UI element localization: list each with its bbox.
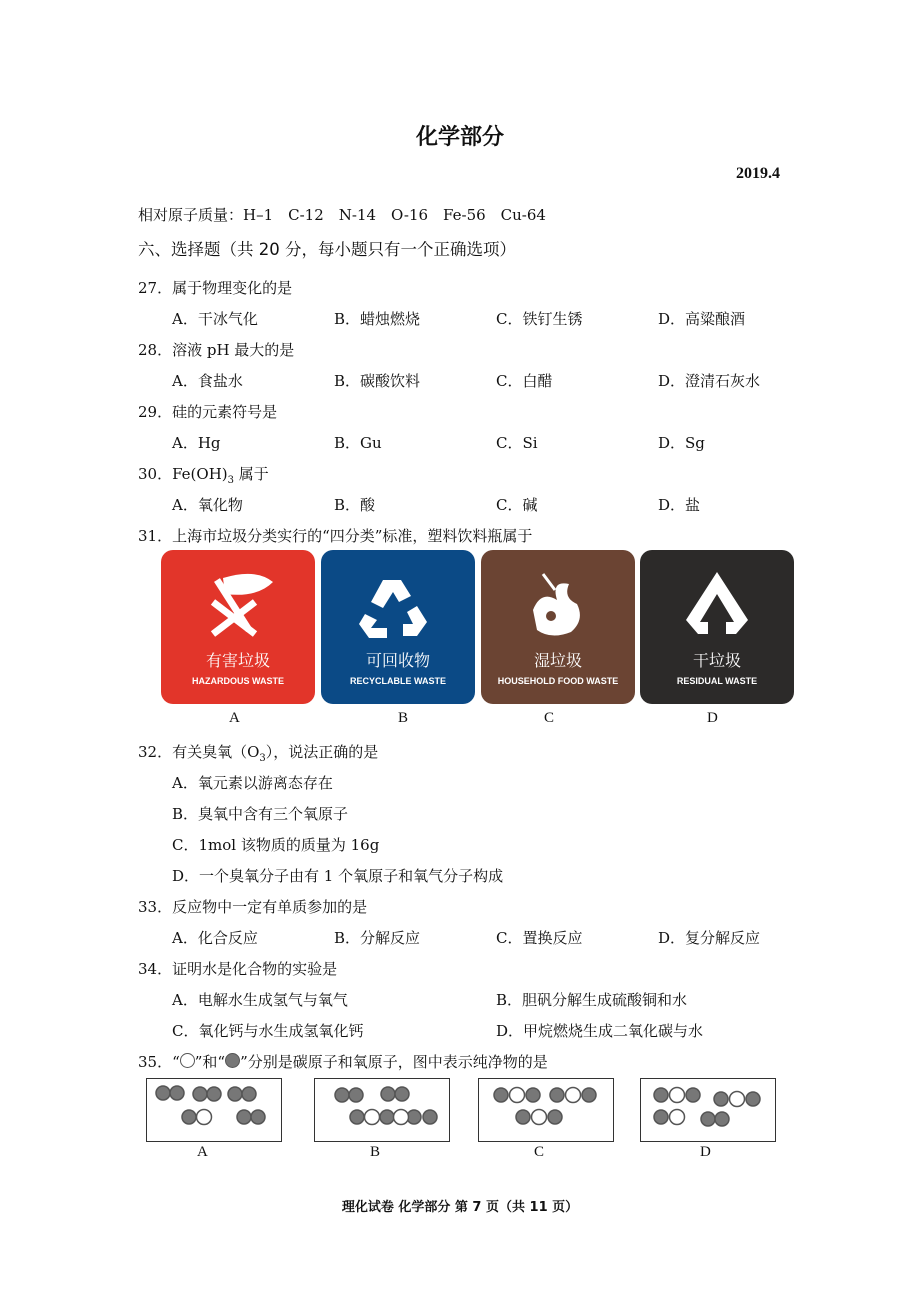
q29-option-c: C．Si — [496, 434, 538, 452]
atomic-mass-line: 相对原子质量：H–1 C-12 N-14 O-16 Fe-56 Cu-64 — [138, 206, 546, 224]
q32-option-c: C．1mol 该物质的质量为 16g — [172, 836, 380, 854]
bin-label-a: A — [229, 710, 240, 726]
molecule-diagram-d — [641, 1079, 775, 1141]
bin-label-d: D — [707, 710, 718, 726]
page-title: 化学部分 — [415, 125, 504, 150]
bin-residual — [640, 550, 794, 704]
molecule-label-c: C — [534, 1144, 545, 1160]
oxygen-atom-icon — [225, 1053, 240, 1068]
q28-option-a: A．食盐水 — [172, 372, 243, 390]
bin-recyclable-cn: 可回收物 — [365, 651, 430, 670]
q34-option-d: D．甲烷燃烧生成二氧化碳与水 — [496, 1022, 704, 1040]
q27-stem: 27．属于物理变化的是 — [138, 279, 293, 297]
exam-date: 2019.4 — [736, 165, 780, 182]
bin-recyclable — [321, 550, 475, 704]
q34-stem: 34．证明水是化合物的实验是 — [138, 960, 338, 978]
molecule-box-d — [640, 1078, 776, 1142]
page-footer: 理化试卷 化学部分 第 7 页（共 11 页） — [341, 1200, 579, 1215]
molecule-label-d: D — [700, 1144, 711, 1160]
q30-option-a: A．氧化物 — [172, 496, 243, 514]
bin-label-c: C — [544, 710, 555, 726]
bin-residual-en: RESIDUAL WASTE — [676, 676, 758, 686]
molecule-box-c — [478, 1078, 614, 1142]
bin-food — [481, 550, 635, 704]
q27-option-b: B．蜡烛燃烧 — [334, 310, 421, 328]
q33-option-b: B．分解反应 — [334, 929, 421, 947]
q27-option-a: A．干冰气化 — [172, 310, 258, 328]
q33-option-c: C．置换反应 — [496, 929, 583, 947]
bin-hazardous — [161, 550, 315, 704]
q27-option-d: D．高粱酿酒 — [658, 310, 746, 328]
q28-option-c: C．白醋 — [496, 372, 553, 390]
q30-stem: 30．$Fe(OH)_3$ 属于 — [138, 465, 269, 486]
molecule-diagram-a — [147, 1079, 281, 1141]
molecule-diagram-b — [315, 1079, 449, 1141]
molecule-label-a: A — [197, 1144, 208, 1160]
q32-stem: 32．有关臭氧$(O_3)$，说法正确的是 — [138, 743, 379, 764]
q34-option-c: C．氧化钙与水生成氢氧化钙 — [172, 1022, 364, 1040]
carbon-atom-icon — [180, 1053, 195, 1068]
q35-stem: 35．“ ”和“ ”分别是碳原子和氧原子，图中表示纯净物的是 — [138, 1053, 548, 1071]
q29-option-d: D．Sg — [658, 434, 705, 452]
q34-option-a: A．电解水生成氢气与氧气 — [172, 991, 348, 1009]
q33-stem: 33．反应物中一定有单质参加的是 — [138, 898, 368, 916]
bin-label-b: B — [398, 710, 409, 726]
q28-option-d: D．澄清石灰水 — [658, 372, 761, 390]
bin-hazardous-en: HAZARDOUS WASTE — [192, 676, 284, 686]
section-heading: 六、选择题（共 20 分，每小题只有一个正确选项） — [138, 240, 516, 259]
q28-option-b: B．碳酸饮料 — [334, 372, 421, 390]
bin-hazardous-cn: 有害垃圾 — [205, 651, 270, 670]
q32-option-b: B．臭氧中含有三个氧原子 — [172, 805, 349, 823]
bin-recyclable-en: RECYCLABLE WASTE — [349, 676, 446, 686]
bin-residual-cn: 干垃圾 — [692, 651, 741, 670]
q30-option-b: B．酸 — [334, 496, 376, 514]
q29-option-b: B．Gu — [334, 434, 382, 452]
q29-option-a: A．Hg — [172, 434, 221, 452]
molecule-box-a — [146, 1078, 282, 1142]
q27-option-c: C．铁钉生锈 — [496, 310, 583, 328]
bin-food-cn: 湿垃圾 — [533, 651, 582, 670]
q33-option-d: D．复分解反应 — [658, 929, 761, 947]
q29-stem: 29．硅的元素符号是 — [138, 403, 278, 421]
q32-option-d: D．一个臭氧分子由有 1 个氧原子和氧气分子构成 — [172, 867, 504, 885]
q34-option-b: B．胆矾分解生成硫酸铜和水 — [496, 991, 688, 1009]
molecule-diagram-c — [479, 1079, 613, 1141]
molecule-label-b: B — [370, 1144, 381, 1160]
q31-stem: 31．上海市垃圾分类实行的“四分类”标准，塑料饮料瓶属于 — [138, 527, 533, 545]
bin-food-en: HOUSEHOLD FOOD WASTE — [497, 676, 619, 686]
q33-option-a: A．化合反应 — [172, 929, 258, 947]
q30-option-c: C．碱 — [496, 496, 538, 514]
q28-stem: 28．溶液 pH 最大的是 — [138, 341, 295, 359]
molecule-box-b — [314, 1078, 450, 1142]
q32-option-a: A．氧元素以游离态存在 — [172, 774, 333, 792]
q30-option-d: D．盐 — [658, 496, 701, 514]
